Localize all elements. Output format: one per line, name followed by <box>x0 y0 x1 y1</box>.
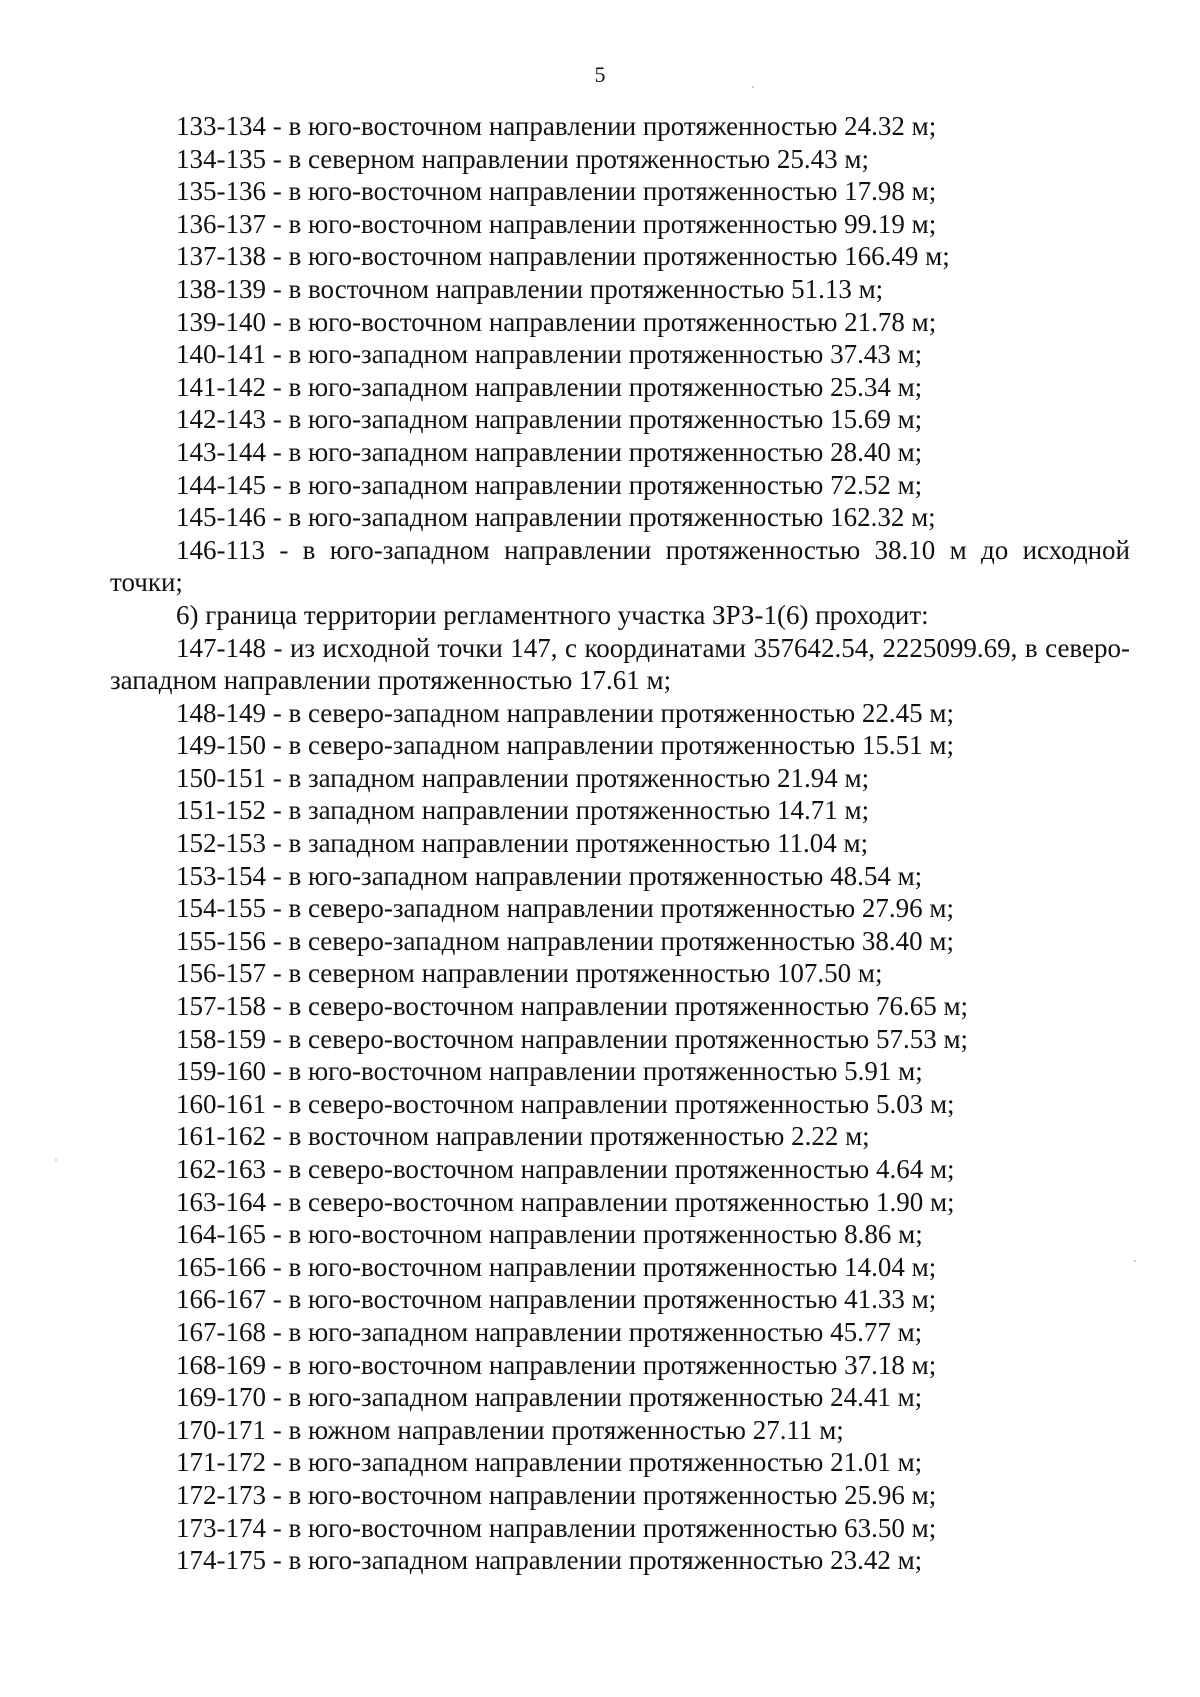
boundary-segment-line: 141-142 - в юго-западном направлении протяженностью 25.34 м; <box>176 371 923 402</box>
boundary-segment-line: 162-163 - в северо-восточном направлении протяженностью 4.64 м; <box>176 1154 955 1184</box>
boundary-segment-line: 174-175 - в юго-западном направлении протяженностью 23.42 м; <box>176 1545 923 1576</box>
boundary-segment-line: 164-165 - в юго-восточном направлении протяженностью 8.86 м; <box>176 1219 923 1250</box>
boundary-segment-line: 166-167 - в юго-восточном направлении протяженностью 41.33 м; <box>176 1284 937 1315</box>
boundary-segment-line: 150-151 - в западном направлении протяженностью 21.94 м; <box>176 762 870 793</box>
boundary-segment-line: 172-173 - в юго-восточном направлении протяженностью 25.96 м; <box>176 1479 937 1510</box>
boundary-segment-line: 154-155 - в северо-западном направлении протяженностью 27.96 м; <box>176 893 954 924</box>
boundary-segment-paragraph: 146-113 - в юго-западном направлении протяженностью 38.10 м до исходной точки; <box>110 534 1130 598</box>
boundary-segment-line: 156-157 - в северном направлении протяженностью 107.50 м; <box>176 958 883 989</box>
boundary-segment-line: 155-156 - в северо-западном направлении протяженностью 38.40 м; <box>176 925 954 956</box>
boundary-segment-line: 161-162 - в восточном направлении протяженностью 2.22 м; <box>176 1121 870 1152</box>
boundary-segment-line: 133-134 - в юго-восточном направлении протяженностью 24.32 м; <box>176 111 937 141</box>
boundary-start-paragraph: 147-148 - из исходной точки 147, с координатами 357642.54, 2225099.69, в северо-западном направлении протяженностью 17.61 м; <box>110 632 1130 696</box>
boundary-segment-line: 138-139 - в восточном направлении протяженностью 51.13 м; <box>176 273 884 304</box>
boundary-segment-line: 167-168 - в юго-западном направлении протяженностью 45.77 м; <box>176 1316 923 1347</box>
boundary-segment-line: 163-164 - в северо-восточном направлении протяженностью 1.90 м; <box>176 1186 955 1217</box>
scan-speck <box>55 1159 57 1161</box>
boundary-segment-line: 137-138 - в юго-восточном направлении протяженностью 166.49 м; <box>176 241 950 272</box>
document-body <box>110 110 1130 1577</box>
boundary-segment-line: 159-160 - в юго-восточном направлении протяженностью 5.91 м; <box>176 1056 923 1087</box>
scan-speck <box>752 86 754 88</box>
boundary-segment-line: 135-136 - в юго-восточном направлении протяженностью 17.98 м; <box>176 176 937 207</box>
boundary-segment-line: 149-150 - в северо-западном направлении протяженностью 15.51 м; <box>176 730 954 761</box>
boundary-segment-line: 139-140 - в юго-восточном направлении протяженностью 21.78 м; <box>176 306 937 337</box>
boundary-segment-line: 148-149 - в северо-западном направлении протяженностью 22.45 м; <box>176 697 954 728</box>
scan-speck <box>1134 1260 1136 1262</box>
section-heading: 6) граница территории регламентного участка ЗРЗ-1(6) проходит: <box>176 599 929 630</box>
boundary-segment-line: 173-174 - в юго-восточном направлении протяженностью 63.50 м; <box>176 1512 937 1543</box>
boundary-segment-line: 144-145 - в юго-западном направлении протяженностью 72.52 м; <box>176 469 923 500</box>
boundary-segment-line: 136-137 - в юго-восточном направлении протяженностью 99.19 м; <box>176 208 937 239</box>
page-number: 5 <box>594 62 606 87</box>
boundary-segment-line: 157-158 - в северо-восточном направлении протяженностью 76.65 м; <box>176 991 969 1022</box>
boundary-segment-line: 170-171 - в южном направлении протяженностью 27.11 м; <box>176 1414 844 1445</box>
boundary-segment-line: 142-143 - в юго-западном направлении протяженностью 15.69 м; <box>176 404 923 435</box>
boundary-segment-line: 140-141 - в юго-западном направлении протяженностью 37.43 м; <box>176 339 923 370</box>
boundary-segment-line: 151-152 - в западном направлении протяженностью 14.71 м; <box>176 795 870 826</box>
boundary-segment-line: 143-144 - в юго-западном направлении протяженностью 28.40 м; <box>176 436 923 467</box>
boundary-segment-line: 169-170 - в юго-западном направлении протяженностью 24.41 м; <box>176 1382 923 1413</box>
boundary-segment-line: 158-159 - в северо-восточном направлении протяженностью 57.53 м; <box>176 1023 969 1054</box>
boundary-segment-line: 171-172 - в юго-западном направлении протяженностью 21.01 м; <box>176 1447 923 1478</box>
boundary-segment-line: 165-166 - в юго-восточном направлении протяженностью 14.04 м; <box>176 1251 937 1282</box>
boundary-segment-line: 152-153 - в западном направлении протяженностью 11.04 м; <box>176 828 869 859</box>
boundary-segment-line: 134-135 - в северном направлении протяженностью 25.43 м; <box>176 143 869 174</box>
boundary-segment-line: 145-146 - в юго-западном направлении протяженностью 162.32 м; <box>176 502 936 533</box>
boundary-segment-line: 153-154 - в юго-западном направлении протяженностью 48.54 м; <box>176 860 923 891</box>
boundary-segment-line: 168-169 - в юго-восточном направлении протяженностью 37.18 м; <box>176 1349 937 1380</box>
boundary-segment-line: 160-161 - в северо-восточном направлении протяженностью 5.03 м; <box>176 1088 955 1119</box>
